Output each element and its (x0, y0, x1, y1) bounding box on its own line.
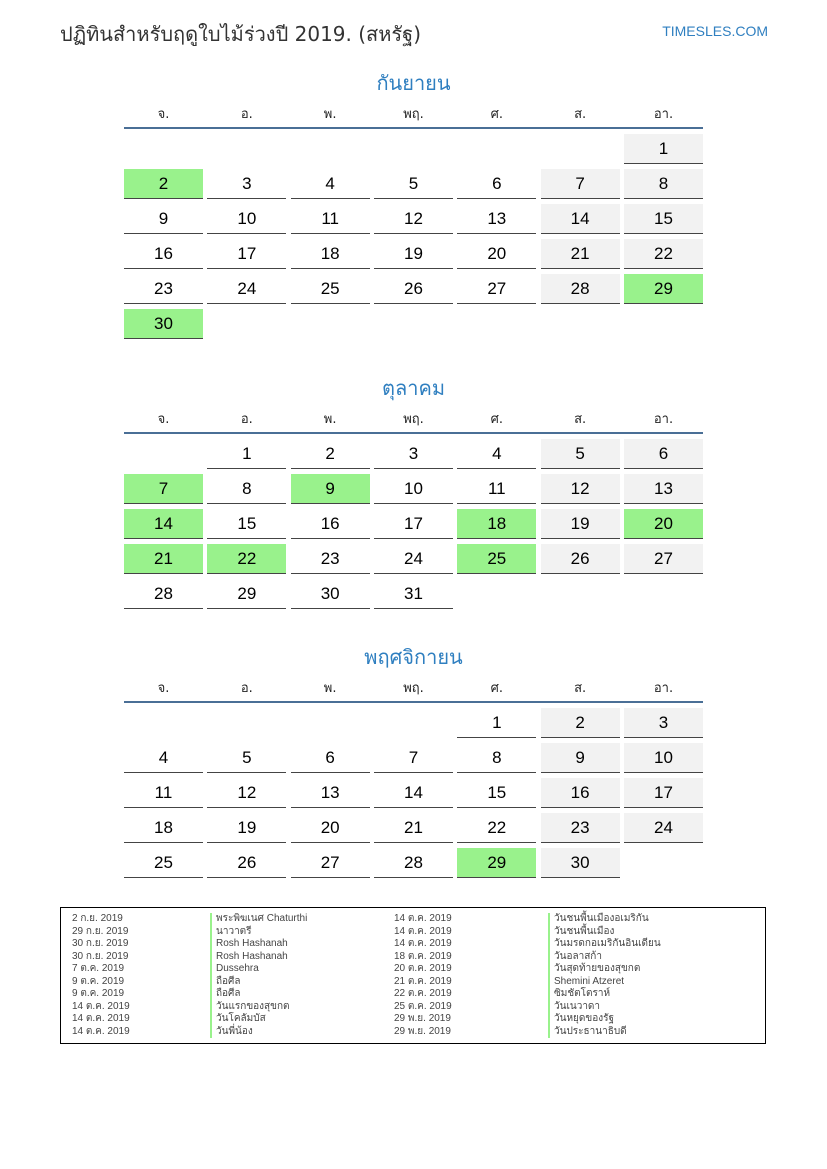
month-november (124, 641, 703, 878)
legend-holiday-name: วันมรดกอเมริกันอินเดียน (548, 938, 661, 951)
empty-cell (291, 708, 370, 738)
day-cell-holiday[interactable]: 9 (291, 474, 370, 504)
day-cell[interactable]: 15 (457, 778, 536, 808)
day-cell[interactable]: 29 (207, 579, 286, 609)
legend-date: 20 ต.ค. 2019 (394, 963, 452, 974)
legend-holiday-name: วันสุดท้ายของสุขกต (548, 963, 661, 976)
day-cell[interactable]: 16 (541, 778, 620, 808)
legend-holiday-name: พระพิฆเนศ Chaturthi (210, 913, 307, 926)
day-cell[interactable]: 1 (207, 439, 286, 469)
day-cell[interactable]: 1 (624, 134, 703, 164)
legend-date: 9 ต.ค. 2019 (72, 975, 125, 987)
day-cell[interactable]: 12 (207, 778, 286, 808)
day-cell-holiday[interactable]: 14 (124, 509, 203, 539)
day-cell[interactable]: 11 (291, 204, 370, 234)
weekday-label: ส. (574, 411, 587, 427)
day-cell[interactable]: 28 (124, 579, 203, 609)
month-october (124, 372, 703, 609)
day-cell[interactable]: 1 (457, 708, 536, 738)
day-cell[interactable]: 5 (207, 743, 286, 773)
day-cell[interactable]: 27 (291, 848, 370, 878)
day-cell-holiday[interactable]: 29 (624, 274, 703, 304)
day-cell[interactable]: 14 (541, 204, 620, 234)
weekday-label: จ. (157, 106, 170, 122)
day-cell[interactable]: 10 (207, 204, 286, 234)
weekday-label: อ. (240, 106, 253, 122)
day-cell[interactable]: 11 (124, 778, 203, 808)
weekday-label: อ. (240, 680, 253, 696)
page-title: ปฏิทินสำหรับฤดูใบไม้ร่วงปี 2019. (สหรัฐ) (60, 22, 422, 46)
day-cell[interactable]: 5 (541, 439, 620, 469)
day-grid (124, 708, 703, 878)
legend-left-dates (72, 913, 130, 1038)
day-cell-holiday[interactable]: 18 (457, 509, 536, 539)
holiday-legend (60, 907, 766, 1044)
empty-cell (124, 134, 203, 164)
legend-holiday-name: วันชนพื้นเมืองอเมริกัน (548, 913, 661, 926)
legend-date: 18 ต.ค. 2019 (394, 950, 452, 962)
day-cell[interactable]: 7 (374, 743, 453, 773)
legend-right-names (548, 913, 661, 1038)
legend-date: 30 ก.ย. 2019 (72, 938, 129, 949)
legend-date: 2 ก.ย. 2019 (72, 913, 123, 924)
empty-cell (374, 708, 453, 738)
weekday-label: อ. (240, 411, 253, 427)
day-cell[interactable]: 28 (541, 274, 620, 304)
month-september (124, 67, 703, 339)
day-cell[interactable]: 6 (624, 439, 703, 469)
day-cell[interactable]: 8 (457, 743, 536, 773)
empty-cell (124, 708, 203, 738)
day-grid (124, 134, 703, 339)
day-cell[interactable]: 20 (457, 239, 536, 269)
day-cell[interactable]: 31 (374, 579, 453, 609)
day-cell[interactable]: 2 (291, 439, 370, 469)
day-cell[interactable]: 27 (457, 274, 536, 304)
day-cell[interactable]: 15 (207, 509, 286, 539)
empty-cell (457, 134, 536, 164)
day-cell[interactable]: 17 (374, 509, 453, 539)
day-cell[interactable]: 10 (624, 743, 703, 773)
weekday-header (124, 99, 703, 127)
weekday-label: ศ. (490, 680, 503, 696)
weekday-label: อา. (653, 411, 674, 427)
day-cell[interactable]: 2 (541, 708, 620, 738)
weekday-label: ส. (574, 680, 587, 696)
legend-holiday-name: วันพี่น้อง (210, 1026, 307, 1039)
day-cell[interactable]: 3 (624, 708, 703, 738)
weekday-label: จ. (157, 411, 170, 427)
weekday-header (124, 404, 703, 432)
empty-cell (124, 439, 203, 469)
day-cell[interactable]: 6 (291, 743, 370, 773)
day-cell[interactable]: 4 (124, 743, 203, 773)
day-cell[interactable]: 7 (541, 169, 620, 199)
weekday-label: จ. (157, 680, 170, 696)
legend-holiday-name: วันประธานาธิบดี (548, 1026, 661, 1039)
day-cell[interactable]: 19 (207, 813, 286, 843)
day-cell-holiday[interactable]: 30 (124, 309, 203, 339)
legend-date: 14 ต.ค. 2019 (72, 1025, 130, 1037)
legend-date: 29 พ.ย. 2019 (394, 1013, 451, 1024)
day-cell[interactable]: 26 (374, 274, 453, 304)
weekday-label: พฤ. (403, 680, 424, 696)
legend-holiday-name: Rosh Hashanah (210, 951, 307, 964)
day-cell-holiday[interactable]: 20 (624, 509, 703, 539)
day-cell[interactable]: 19 (541, 509, 620, 539)
day-cell[interactable]: 12 (541, 474, 620, 504)
day-cell[interactable]: 24 (624, 813, 703, 843)
day-cell[interactable]: 19 (374, 239, 453, 269)
day-cell[interactable]: 23 (124, 274, 203, 304)
legend-date: 21 ต.ค. 2019 (394, 975, 452, 987)
day-grid (124, 439, 703, 609)
legend-right-dates (394, 913, 452, 1038)
month-title: พฤศจิกายน (364, 645, 463, 669)
legend-holiday-name: วันชนพื้นเมือง (548, 926, 661, 939)
day-cell[interactable]: 17 (624, 778, 703, 808)
month-title: ตุลาคม (381, 376, 446, 400)
day-cell-holiday[interactable]: 29 (457, 848, 536, 878)
day-cell[interactable]: 10 (374, 474, 453, 504)
day-cell[interactable]: 16 (124, 239, 203, 269)
site-link[interactable]: TIMESLES.COM (662, 23, 768, 39)
day-cell[interactable]: 15 (624, 204, 703, 234)
day-cell[interactable]: 16 (291, 509, 370, 539)
weekday-label: พ. (323, 106, 337, 122)
weekday-header (124, 673, 703, 701)
legend-holiday-name: ถือศีล (210, 988, 307, 1001)
day-cell[interactable]: 26 (541, 544, 620, 574)
day-cell[interactable]: 12 (374, 204, 453, 234)
legend-holiday-name: Rosh Hashanah (210, 938, 307, 951)
day-cell[interactable]: 3 (374, 439, 453, 469)
legend-date: 22 ต.ค. 2019 (394, 988, 452, 999)
day-cell[interactable]: 4 (457, 439, 536, 469)
legend-holiday-name: Shemini Atzeret (548, 976, 661, 989)
legend-date: 14 ต.ค. 2019 (394, 938, 452, 949)
day-cell[interactable]: 22 (457, 813, 536, 843)
legend-date: 9 ต.ค. 2019 (72, 988, 125, 999)
weekday-label: ศ. (490, 106, 503, 122)
day-cell[interactable]: 18 (124, 813, 203, 843)
day-cell[interactable]: 21 (374, 813, 453, 843)
legend-date: 14 ต.ค. 2019 (72, 1013, 130, 1024)
legend-holiday-name: ซิมชัตโตราห์ (548, 988, 661, 1001)
day-cell[interactable]: 6 (457, 169, 536, 199)
weekday-label: พ. (323, 411, 337, 427)
day-cell[interactable]: 28 (374, 848, 453, 878)
weekday-label: พ. (323, 680, 337, 696)
header-rule (124, 432, 703, 434)
day-cell[interactable]: 30 (541, 848, 620, 878)
legend-date: 30 ก.ย. 2019 (72, 950, 129, 962)
day-cell[interactable]: 23 (541, 813, 620, 843)
day-cell[interactable]: 24 (207, 274, 286, 304)
day-cell[interactable]: 11 (457, 474, 536, 504)
day-cell[interactable]: 8 (624, 169, 703, 199)
day-cell[interactable]: 26 (207, 848, 286, 878)
legend-date: 7 ต.ค. 2019 (72, 963, 125, 974)
day-cell[interactable]: 30 (291, 579, 370, 609)
empty-cell (207, 134, 286, 164)
day-cell[interactable]: 4 (291, 169, 370, 199)
legend-holiday-name: วันอลาสก้า (548, 951, 661, 964)
day-cell-holiday[interactable]: 25 (457, 544, 536, 574)
legend-date: 29 ก.ย. 2019 (72, 925, 129, 937)
empty-cell (291, 134, 370, 164)
legend-holiday-name: วันเนวาดา (548, 1001, 661, 1014)
day-cell[interactable]: 13 (624, 474, 703, 504)
header-rule (124, 701, 703, 703)
day-cell-holiday[interactable]: 7 (124, 474, 203, 504)
day-cell[interactable]: 13 (291, 778, 370, 808)
day-cell[interactable]: 25 (291, 274, 370, 304)
legend-date: 14 ต.ค. 2019 (394, 913, 452, 924)
weekday-label: พฤ. (403, 106, 424, 122)
legend-date: 14 ต.ค. 2019 (394, 925, 452, 937)
day-cell[interactable]: 21 (541, 239, 620, 269)
empty-cell (374, 134, 453, 164)
legend-holiday-name: Dussehra (210, 963, 307, 976)
legend-date: 14 ต.ค. 2019 (72, 1000, 130, 1012)
legend-holiday-name: วันหยุดของรัฐ (548, 1013, 661, 1026)
legend-holiday-name: วันแรกของสุขกต (210, 1001, 307, 1014)
day-cell[interactable]: 5 (374, 169, 453, 199)
weekday-label: ส. (574, 106, 587, 122)
weekday-label: อา. (653, 680, 674, 696)
day-cell[interactable]: 17 (207, 239, 286, 269)
header-rule (124, 127, 703, 129)
day-cell[interactable]: 14 (374, 778, 453, 808)
day-cell[interactable]: 27 (624, 544, 703, 574)
day-cell[interactable]: 20 (291, 813, 370, 843)
day-cell[interactable]: 8 (207, 474, 286, 504)
legend-holiday-name: นาวาตรี (210, 926, 307, 939)
weekday-label: พฤ. (403, 411, 424, 427)
day-cell[interactable]: 13 (457, 204, 536, 234)
day-cell[interactable]: 24 (374, 544, 453, 574)
month-title: กันยายน (376, 71, 451, 95)
day-cell[interactable]: 18 (291, 239, 370, 269)
day-cell[interactable]: 9 (124, 204, 203, 234)
day-cell[interactable]: 25 (124, 848, 203, 878)
day-cell-holiday[interactable]: 21 (124, 544, 203, 574)
empty-cell (541, 134, 620, 164)
day-cell[interactable]: 22 (624, 239, 703, 269)
day-cell[interactable]: 23 (291, 544, 370, 574)
weekday-label: อา. (653, 106, 674, 122)
day-cell[interactable]: 9 (541, 743, 620, 773)
legend-holiday-name: วันโคลัมบัส (210, 1013, 307, 1026)
legend-date: 25 ต.ค. 2019 (394, 1000, 452, 1012)
legend-holiday-name: ถือศีล (210, 976, 307, 989)
legend-date: 29 พ.ย. 2019 (394, 1025, 451, 1037)
weekday-label: ศ. (490, 411, 503, 427)
legend-left-names (210, 913, 307, 1038)
day-cell-holiday[interactable]: 2 (124, 169, 203, 199)
day-cell[interactable]: 3 (207, 169, 286, 199)
empty-cell (207, 708, 286, 738)
day-cell-holiday[interactable]: 22 (207, 544, 286, 574)
